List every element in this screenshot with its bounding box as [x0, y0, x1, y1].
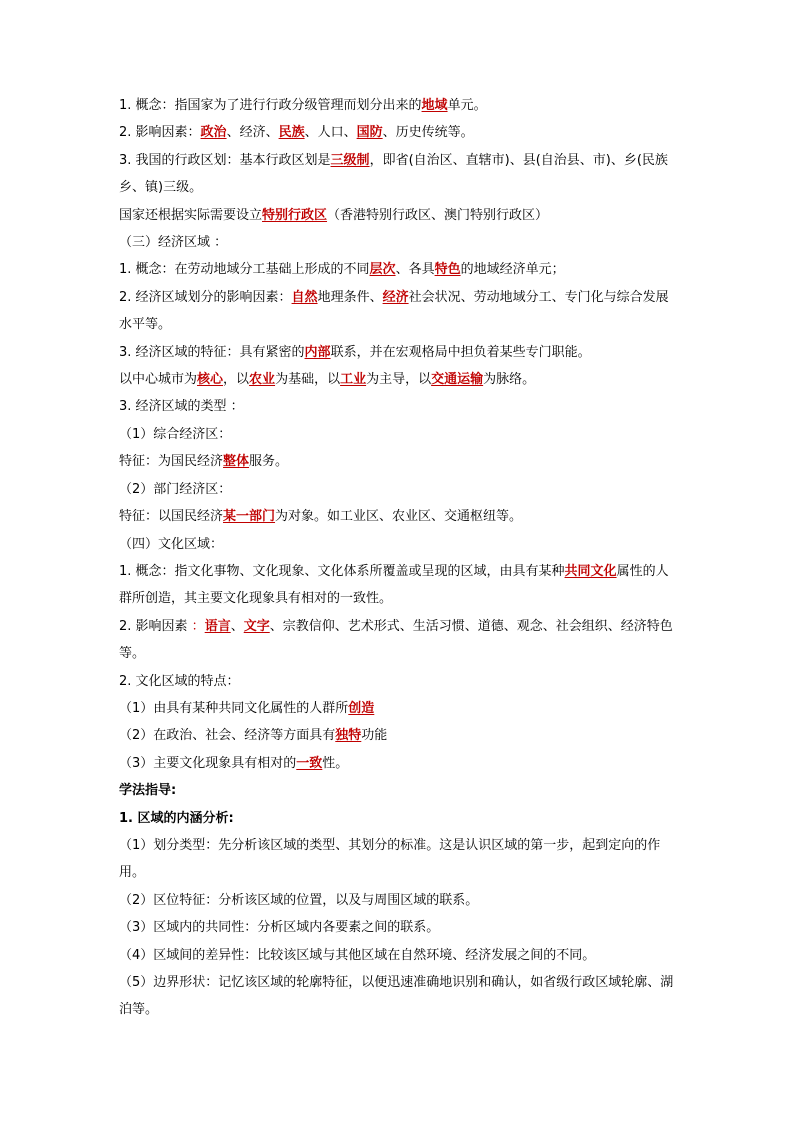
text-run: 属性的人群所创造，其主要文化现象具有相对的一致性。: [119, 563, 669, 607]
keyword-answer: 整体: [223, 454, 250, 470]
paragraph: [119, 750, 679, 777]
keyword-answer: 工业: [340, 372, 367, 388]
text-run: ，以: [223, 372, 250, 388]
text-run: 单元。: [447, 98, 487, 113]
paragraph: [119, 393, 679, 420]
keyword-answer: 民族: [278, 125, 305, 141]
paragraph: [119, 613, 679, 668]
text-run: （1）由具有某种共同文化属性的人群所: [119, 700, 349, 716]
text-run: 国家还根据实际需要设立: [119, 207, 263, 223]
text-run: 2. 影响因素: [119, 618, 192, 634]
text-run: 2. 影响因素：: [119, 125, 201, 141]
text-run: 、人口、: [304, 125, 357, 141]
paragraph: [119, 668, 679, 695]
text-run: 学法指导:: [119, 783, 177, 799]
keyword-answer: 三级制: [330, 152, 370, 168]
paragraph: [119, 339, 679, 366]
keyword-answer: 地域: [421, 98, 448, 113]
text-run: （1）综合经济区：: [119, 426, 232, 442]
text-run: 的地域经济单元；: [460, 262, 565, 278]
document-body: [119, 92, 679, 1024]
keyword-answer: 一致: [296, 755, 323, 771]
keyword-answer: 独特: [335, 728, 362, 744]
paragraph: [119, 448, 679, 475]
text-run: 功能: [361, 728, 388, 744]
text-run: （3）主要文化现象具有相对的: [119, 755, 297, 771]
text-run: 以中心城市为: [119, 372, 198, 388]
keyword-answer: 自然: [291, 289, 318, 305]
keyword-answer: 政治: [200, 125, 227, 141]
paragraph: [119, 558, 679, 613]
paragraph: [119, 284, 679, 339]
paragraph: [119, 366, 679, 393]
text-run: 3. 经济区域的特征：具有紧密的: [119, 344, 305, 360]
keyword-answer: 特别行政区: [262, 207, 328, 223]
paragraph: [119, 421, 679, 448]
text-run: 1. 概念：在劳动地域分工基础上形成的不同: [119, 262, 370, 278]
text-run: （2）区位特征：分析该区域的位置，以及与周围区域的联系。: [119, 892, 479, 908]
keyword-answer: 某一部门: [223, 509, 276, 525]
paragraph: [119, 147, 679, 202]
text-run: 为基础，以: [275, 372, 341, 388]
paragraph: [119, 969, 679, 1024]
text-run: 为脉络。: [483, 372, 536, 388]
text-run: 、历史传统等。: [382, 125, 474, 141]
text-run: （3）区域内的共同性：分析区域内各要素之间的联系。: [119, 920, 440, 936]
text-run: 、: [230, 618, 244, 634]
text-run: 1. 概念：指国家为了进行行政分级管理而划分出来的: [119, 98, 422, 113]
paragraph: [119, 92, 679, 119]
text-run: 1. 概念：指文化事物、文化现象、文化体系所覆盖或呈现的区域，由具有某种: [119, 563, 565, 579]
keyword-answer: 核心: [197, 372, 224, 388]
text-run: 联系，并在宏观格局中担负着某些专门职能。: [330, 344, 591, 360]
text-run: 地理条件、: [317, 289, 383, 305]
text-run: （4）区域间的差异性：比较该区域与其他区域在自然环境、经济发展之间的不同。: [119, 947, 596, 963]
keyword-answer: 特色: [434, 262, 461, 278]
paragraph: [119, 256, 679, 283]
text-run: 3. 经济区域的类型 ：: [119, 399, 244, 415]
paragraph: [119, 119, 679, 146]
text-run: 为主导，以: [366, 372, 432, 388]
text-run: 特征：为国民经济: [119, 454, 224, 470]
text-run: ，即省(自治区、直辖市)、县(自治县、市)、乡(民族乡、镇)三级。: [119, 152, 668, 196]
keyword-answer: 国防: [356, 125, 383, 141]
paragraph: [119, 503, 679, 530]
text-run: （四）文化区域：: [119, 536, 224, 552]
colon-mark: ：: [191, 618, 205, 634]
keyword-answer: 农业: [249, 372, 276, 388]
paragraph: [119, 202, 679, 229]
text-run: 2. 文化区域的特点：: [119, 673, 240, 689]
text-run: （5）边界形状：记忆该区域的轮廓特征，以便迅速准确地识别和确认，如省级行政区域轮廓、湖泊等。: [119, 975, 674, 1018]
text-run: 社会状况、劳动地域分工、专门化与综合发展水平等。: [119, 289, 669, 333]
text-run: （1）划分类型：先分析该区域的类型、其划分的标准。这是认识区域的第一步，起到定向的作用。: [119, 837, 661, 881]
keyword-answer: 共同文化: [564, 563, 617, 579]
text-run: 1. 区域的内涵分析:: [119, 810, 234, 826]
text-run: 性。: [322, 755, 349, 771]
text-run: （2）部门经济区：: [119, 481, 232, 497]
paragraph: [119, 942, 679, 969]
text-run: 服务。: [249, 454, 289, 470]
paragraph: [119, 531, 679, 558]
paragraph: [119, 476, 679, 503]
text-run: 、经济、: [226, 125, 279, 141]
paragraph: [119, 887, 679, 914]
keyword-answer: 内部: [304, 344, 331, 360]
paragraph: [119, 695, 679, 722]
paragraph: [119, 832, 679, 887]
text-run: （2）在政治、社会、经济等方面具有: [119, 728, 336, 744]
keyword-answer: 创造: [348, 700, 375, 716]
text-run: 、宗教信仰、艺术形式、生活习惯、道德、观念、社会组织、经济特色等。: [119, 618, 673, 662]
keyword-answer: 经济: [382, 289, 409, 305]
section-heading: [119, 805, 679, 832]
keyword-answer: 文字: [243, 618, 270, 634]
text-run: 2. 经济区域划分的影响因素：: [119, 289, 292, 305]
text-run: （香港特别行政区、澳门特别行政区）: [327, 207, 549, 223]
keyword-answer: 交通运输: [431, 372, 484, 388]
keyword-answer: 语言: [204, 618, 231, 634]
text-run: 为对象。如工业区、农业区、交通枢纽等。: [275, 509, 523, 525]
text-run: 3. 我国的行政区划：基本行政区划是: [119, 152, 331, 168]
paragraph: [119, 914, 679, 941]
paragraph: [119, 722, 679, 749]
paragraph: [119, 229, 679, 256]
text-run: （三）经济区域 ：: [119, 235, 228, 251]
text-run: 特征：以国民经济: [119, 509, 224, 525]
text-run: 、各具: [395, 262, 435, 278]
section-heading: [119, 777, 679, 804]
keyword-answer: 层次: [369, 262, 396, 278]
